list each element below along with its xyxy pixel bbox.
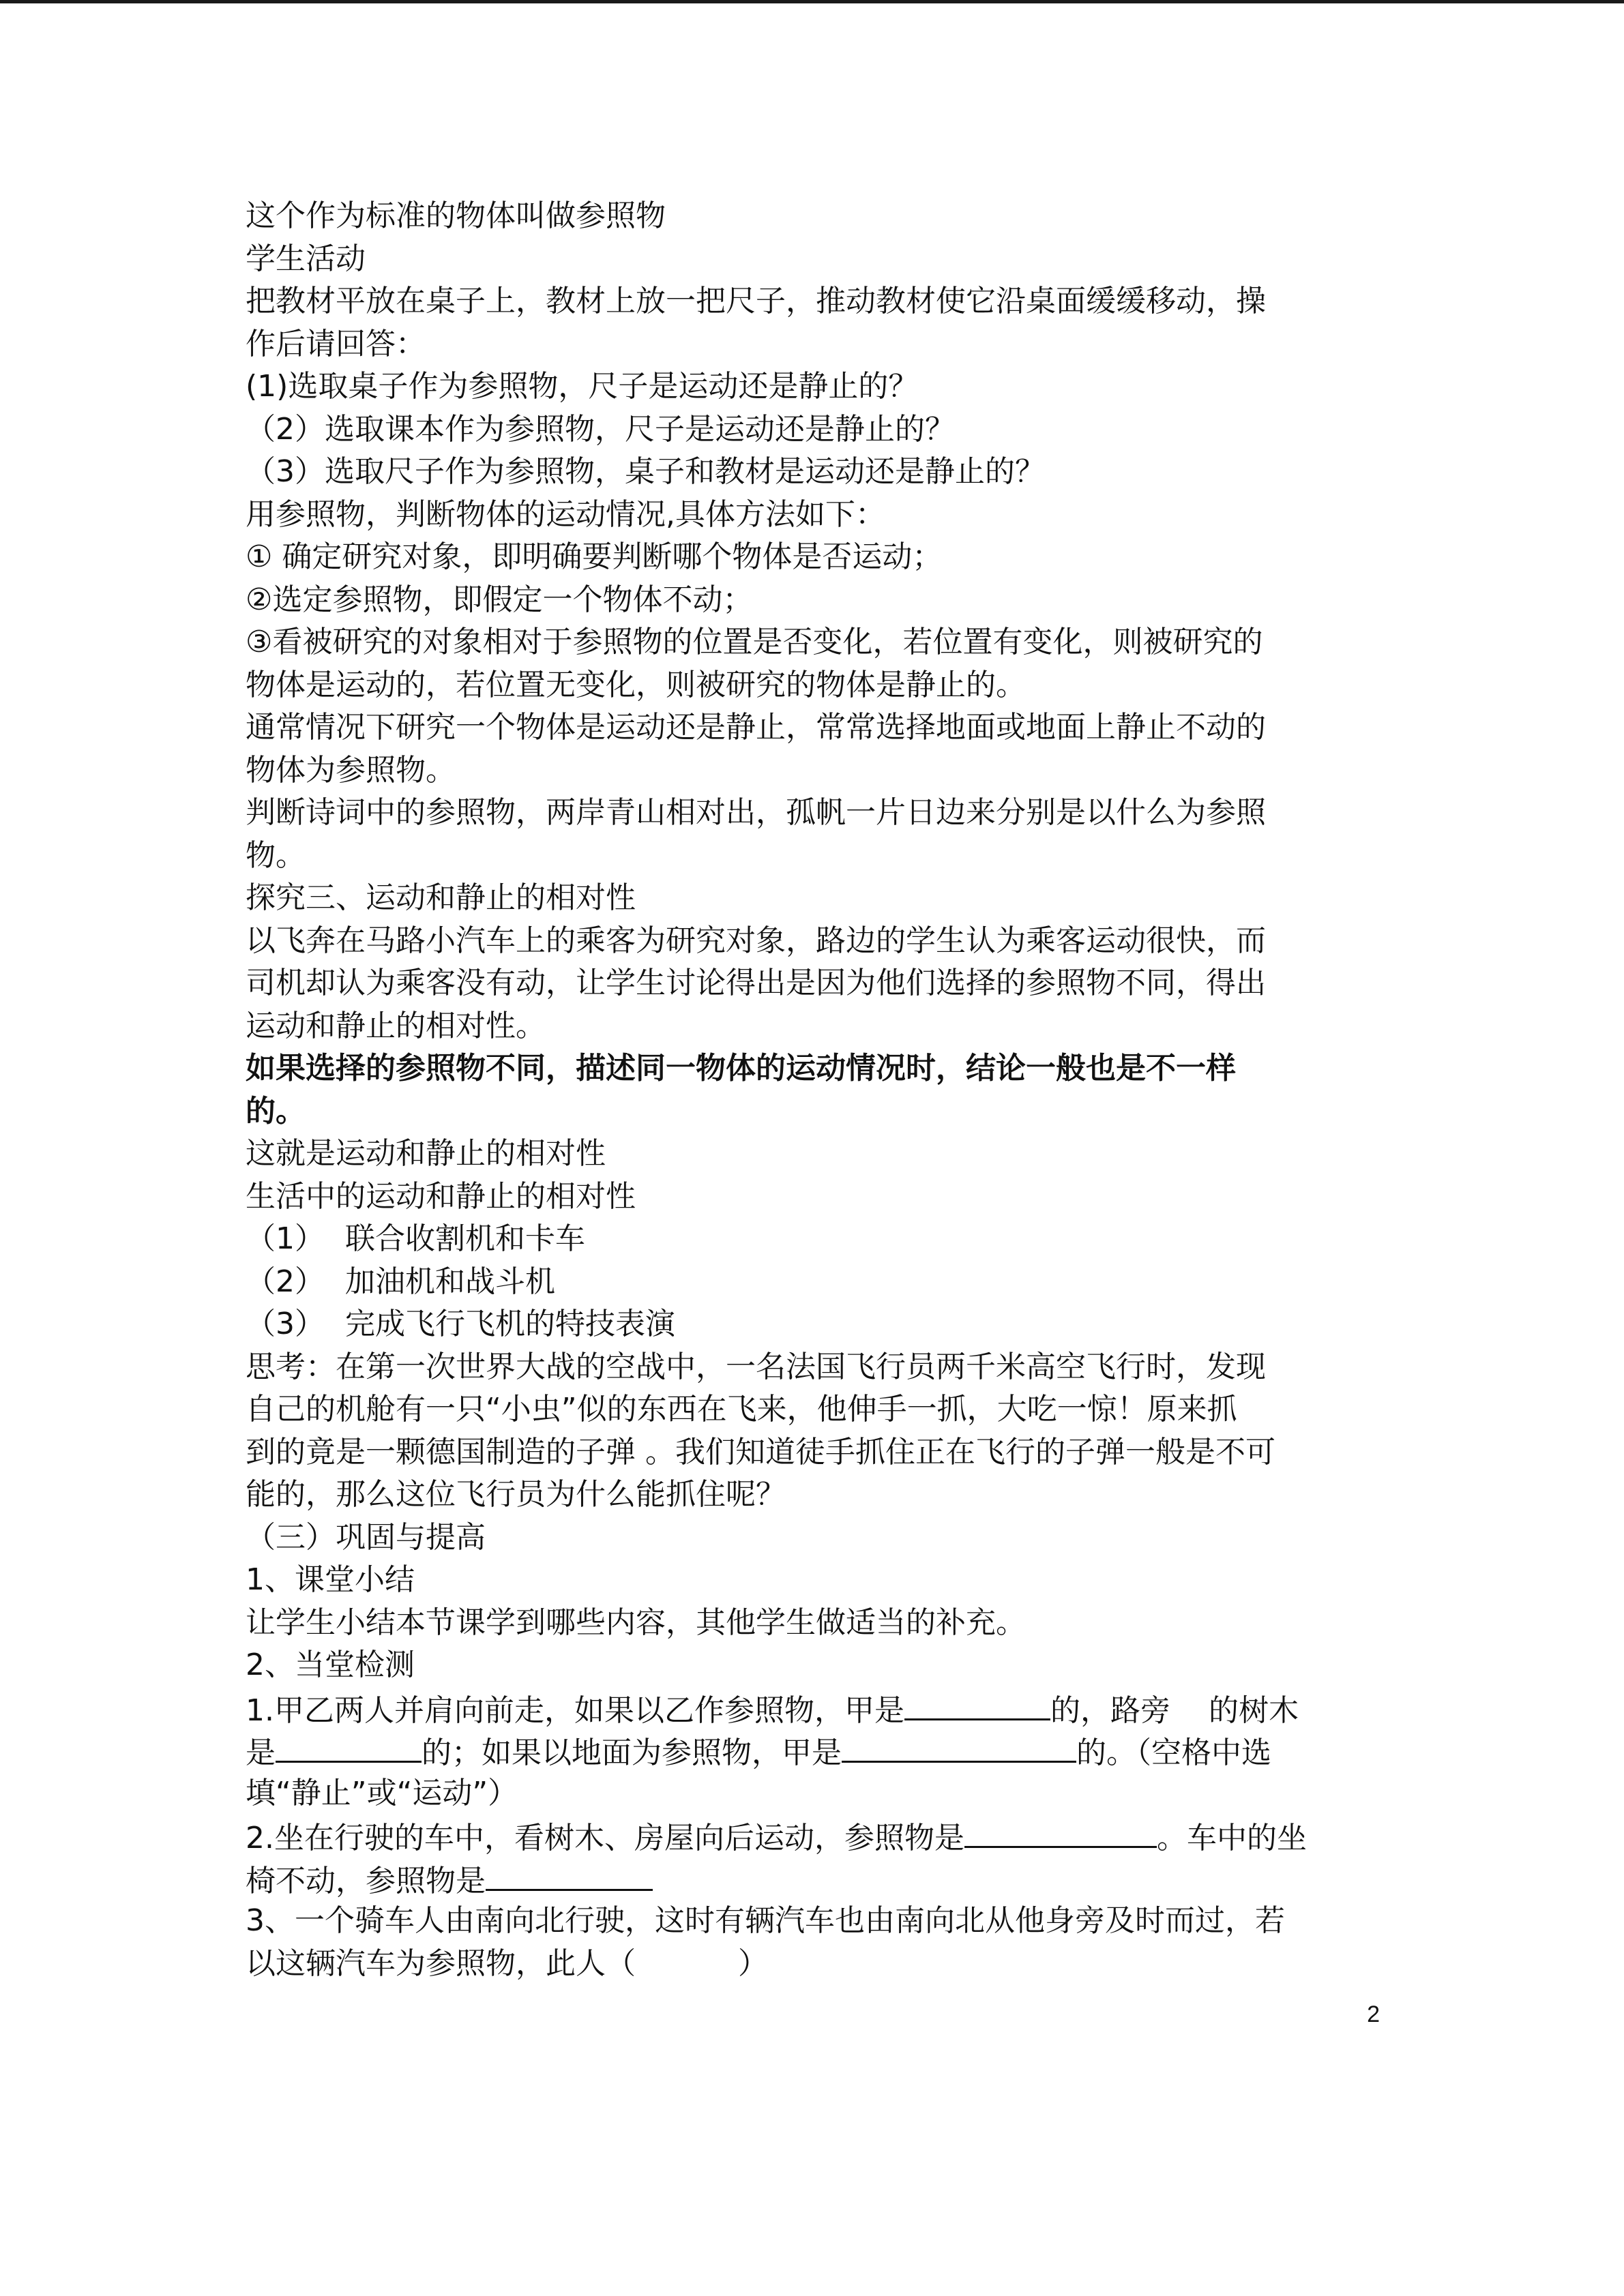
question-line: （3）选取尺子作为参照物，桌子和教材是运动还是静止的？ (246, 454, 1045, 489)
quiz-question-1 (246, 1729, 1378, 1772)
example-label: （1） (246, 1221, 325, 1256)
answer-blank[interactable] (486, 1858, 653, 1891)
text-line: 司机却认为乘客没有动，让学生讨论得出是因为他们选择的参照物不同，得出 (246, 966, 1266, 1000)
text-line: 生活中的运动和静止的相对性 (246, 1178, 636, 1214)
text-line: 思考：在第一次世界大战的空战中，一名法国飞行员两千米高空飞行时，发现 (246, 1349, 1266, 1384)
text-line: 判断诗词中的参照物，两岸青山相对出，孤帆一片日边来分别是以什么为参照 (246, 795, 1266, 830)
answer-blank[interactable] (842, 1729, 1076, 1763)
question-text: 以这辆汽车为参照物，此人（ (246, 1945, 636, 1981)
quiz-question-1 (246, 1687, 1378, 1730)
text-line: 自己的机舱有一只“小虫”似的东西在飞来，他伸手一抓，大吃一惊！原来抓 (246, 1392, 1237, 1427)
question-line: （2）选取课本作为参照物，尺子是运动还是静止的？ (246, 411, 955, 447)
answer-blank[interactable] (964, 1815, 1157, 1848)
text-line: 到的竟是一颗德国制造的子弹 。我们知道徒手抓住正在飞行的子弹一般是不可 (246, 1434, 1275, 1470)
quiz-question-3: 3、一个骑车人由南向北行驶，这时有辆汽车也由南向北从他身旁及时而过，若 (246, 1903, 1285, 1938)
quiz-question-2 (246, 1858, 1378, 1900)
question-text: 的。（空格中选 (1076, 1735, 1271, 1770)
question-text: ） (738, 1945, 768, 1981)
text-line: 这个作为标准的物体叫做参照物 (246, 198, 666, 233)
text-line: 把教材平放在桌子上，教材上放一把尺子，推动教材使它沿桌面缓缓移动，操 (246, 284, 1266, 318)
answer-blank[interactable] (904, 1687, 1050, 1720)
example-text: 加油机和战斗机 (345, 1264, 555, 1299)
section-heading: （三）巩固与提高 (246, 1519, 486, 1555)
text-line: 以飞奔在马路小汽车上的乘客为研究对象，路边的学生认为乘客运动很快，而 (246, 923, 1266, 958)
text-line: 让学生小结本节课学到哪些内容，其他学生做适当的补充。 (246, 1605, 1026, 1640)
quiz-question-2 (246, 1815, 1378, 1858)
step-line: ① 确定研究对象，即明确要判断哪个物体是否运动； (246, 539, 943, 574)
example-label: （3） (246, 1307, 325, 1341)
section-heading: 学生活动 (246, 241, 366, 276)
text-line: 通常情况下研究一个物体是运动还是静止，常常选择地面或地面上静止不动的 (246, 710, 1266, 745)
step-line: ③看被研究的对象相对于参照物的位置是否变化，若位置有变化，则被研究的 (246, 625, 1263, 659)
top-border (0, 0, 1624, 3)
section-heading: 2、当堂检测 (246, 1648, 415, 1682)
example-text: 联合收割机和卡车 (345, 1221, 585, 1256)
step-line: ②选定参照物，即假定一个物体不动； (246, 582, 753, 617)
quiz-question-1: 填“静止”或“运动”） (246, 1775, 518, 1810)
question-text: 1.甲乙两人并肩向前走，如果以乙作参照物，甲是 (246, 1693, 904, 1728)
answer-blank[interactable] (276, 1729, 422, 1763)
key-conclusion: 如果选择的参照物不同，描述同一物体的运动情况时，结论一般也是不一样 (246, 1051, 1236, 1086)
question-line: (1)选取桌子作为参照物，尺子是运动还是静止的？ (246, 369, 919, 404)
question-text: 的；如果以地面为参照物，甲是 (422, 1735, 842, 1770)
example-item (246, 1261, 1378, 1304)
text-line: 作后请回答： (246, 326, 426, 361)
text-line: 用参照物，判断物体的运动情况,具体方法如下： (246, 496, 885, 532)
document-body (246, 195, 1378, 1985)
text-line: 物体是运动的，若位置无变化，则被研究的物体是静止的。 (246, 667, 1026, 702)
section-heading: 1、课堂小结 (246, 1562, 415, 1597)
example-text: 完成飞行飞机的特技表演 (345, 1307, 675, 1341)
quiz-question-3 (246, 1943, 1378, 1986)
key-conclusion: 的。 (246, 1093, 306, 1129)
question-text: 的树木 (1208, 1693, 1299, 1728)
section-heading: 探究三、运动和静止的相对性 (246, 880, 636, 915)
question-text: 的，路旁 (1050, 1693, 1170, 1728)
question-text: 是 (246, 1735, 276, 1770)
text-line: 运动和静止的相对性。 (246, 1008, 546, 1043)
example-item (246, 1303, 1378, 1346)
text-line: 这就是运动和静止的相对性 (246, 1136, 606, 1171)
question-text: 2.坐在行驶的车中，看树木、房屋向后运动，参照物是 (246, 1821, 964, 1855)
question-text: 。车中的坐 (1156, 1821, 1307, 1855)
text-line: 能的，那么这位飞行员为什么能抓住呢？ (246, 1477, 786, 1512)
text-line: 物。 (246, 837, 306, 873)
example-item (246, 1218, 1378, 1261)
text-line: 物体为参照物。 (246, 752, 456, 788)
example-label: （2） (246, 1264, 325, 1299)
question-text: 椅不动，参照物是 (246, 1863, 486, 1898)
page-number: 2 (1367, 2001, 1380, 2027)
